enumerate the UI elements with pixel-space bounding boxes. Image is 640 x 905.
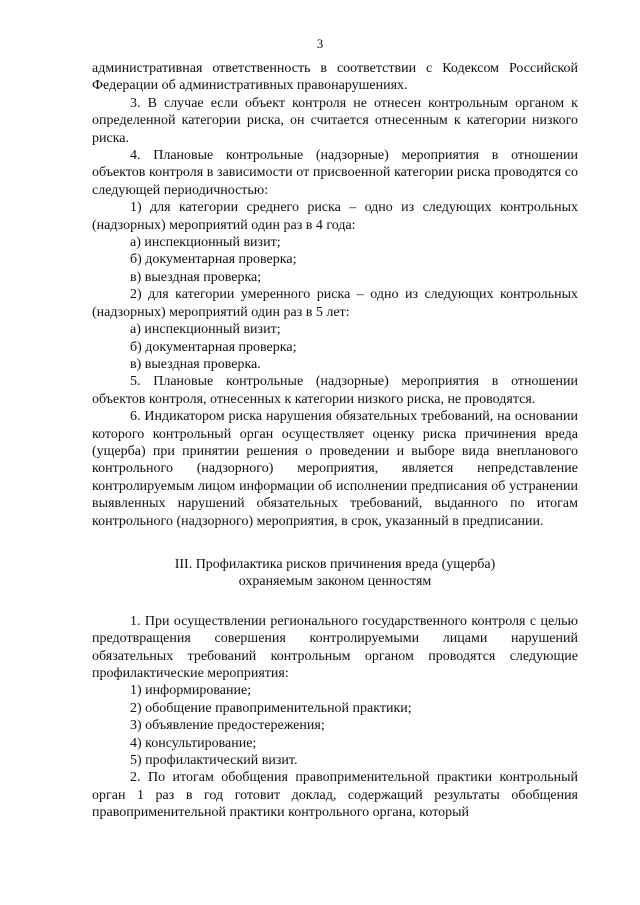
paragraph-4: 4. Плановые контрольные (надзорные) мероприятия в отношении объектов контроля в зависимости от присвоенной категории риска проводятся со следующей периодичностью: [92,148,578,198]
list-subitem-b: б) документарная проверка; [130,252,297,268]
list-item-medium-risk: 1) для категории среднего риска – одно из следующих контрольных (надзорных) мероприятий один раз в 4 года: [92,200,578,233]
list-item-consulting: 4) консультирование; [130,735,257,751]
list-item-practice-generalization: 2) обобщение правоприменительной практики; [130,700,412,716]
paragraph-6: 6. Индикатором риска нарушения обязательных требований, на основании которого контрольный орган осуществляет оценку риска причинения вреда (ущерба) при принятии решения о проведении и выборе вида внепланового контрольного (надзорного) мероприятия, является непредставление контролируемым лицом информации об исполнении предписания об устранении выявленных нарушений обязательных требований, выданного по итогам контрольного (надзорного) мероприятия, в срок, указанный в предписании. [92,409,578,529]
list-subitem-b: б) документарная проверка; [130,339,297,355]
list-subitem-a: а) инспекционный визит; [130,235,281,251]
section-heading [92,556,578,591]
list-subitem-v: в) выездная проверка. [130,356,261,372]
list-item-preventive-visit: 5) профилактический визит. [130,753,298,769]
list-item-warning: 3) объявление предостережения; [130,718,325,734]
list-subitem-a: а) инспекционный визит; [130,322,281,338]
section-heading-line-2: охраняемым законом ценностям [238,574,432,590]
section-heading-line-1: III. Профилактика рисков причинения вреда (ущерба) [174,556,496,572]
document-body [92,60,578,822]
page-number: 3 [316,36,324,51]
paragraph-continuation: административная ответственность в соответствии с Кодексом Российской Федерации об административных правонарушениях. [92,61,578,94]
list-subitem-v: в) выездная проверка; [130,269,262,285]
section-paragraph-2: 2. По итогам обобщения правоприменительной практики контрольный орган 1 раз в год готовит доклад, содержащий результаты обобщения правоприменительной практики контрольного органа, который [92,770,578,821]
paragraph-5: 5. Плановые контрольные (надзорные) мероприятия в отношении объектов контроля, отнесенных к категории низкого риска, не проводятся. [92,374,578,407]
paragraph-3: 3. В случае если объект контроля не отнесен контрольным органом к определенной категории риска, он считается отнесенным к категории низкого риска. [92,95,578,146]
section-paragraph-1: 1. При осуществлении регионального государственного контроля с целью предотвращения совершения контролируемыми лицами нарушений обязательных требований контрольным органом проводятся следующие профилактические мероприятия: [92,613,578,681]
list-item-informing: 1) информирование; [130,683,252,699]
list-item-moderate-risk: 2) для категории умеренного риска – одно из следующих контрольных (надзорных) мероприятий один раз в 5 лет: [92,287,578,320]
